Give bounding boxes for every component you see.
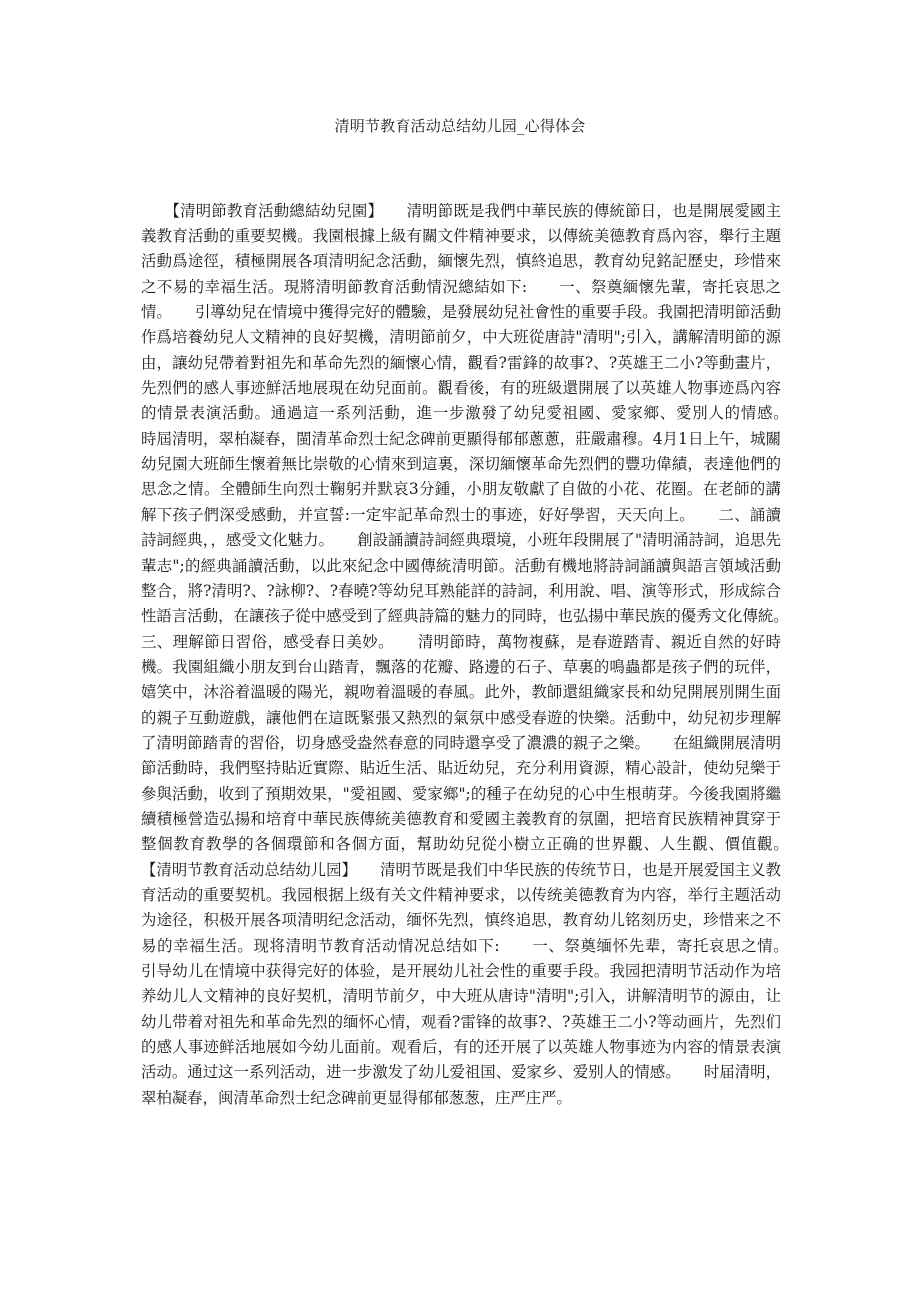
document-body — [141, 148, 812, 1162]
document-title: 清明节教育活动总结幼儿园_心得体会 — [334, 117, 586, 135]
body-paragraph: 【清明節教育活動總結幼兒園】 清明節既是我們中華民族的傳統節日，也是開展愛國主義教育活動的重要契機。我園根據上級有關文件精神要求，以傳統美德教育爲內容，舉行主題活動爲途徑，積極開展各項清明紀念活動，緬懷先烈，慎終追思，教育幼兒銘記歷史，珍惜來之不易的幸福生活。現將清明節教育活動情況總結如下: 一、祭奠緬懷先輩，寄托哀思之情。 引導幼兒在情境中獲得完好的體驗，是發展幼兒社會性的重要手段。我園把清明節活動作爲培養幼兒人文精神的良好契機，清明節前夕，中大班從唐詩"清明";引入，講解清明節的源由，讓幼兒帶着對祖先和革命先烈的緬懷心情，觀看?雷鋒的故事?、?英雄王二小?等動畫片，先烈們的感人事迹鮮活地展現在幼兒面前。觀看後，有的班級還開展了以英雄人物事迹爲內容的情景表演活動。通過這一系列活動，進一步激發了幼兒愛祖國、愛家鄉、愛別人的情感。 時屆清明，翠柏凝春，閩清革命烈士紀念碑前更顯得郁郁蔥蔥，莊嚴肅穆。4月1日上午，城關幼兒園大班師生懷着無比崇敬的心情來到這裏，深切緬懷革命先烈們的豐功偉績，表達他們的思念之情。全體師生向烈士鞠躬并默哀3分鍾，小朋友敬獻了自做的小花、花圈。在老師的講解下孩子們深受感動，并宣誓:一定牢記革命烈士的事迹，好好學習，天天向上。 二、誦讀詩詞經典，，感受文化魅力。 創設誦讀詩詞經典環境，小班年段開展了"清明涌詩詞，追思先輩志";的經典誦讀活動，以此來紀念中國傳統清明節。活動有機地將詩詞誦讀與語言領域活動整合，將?清明?、?詠柳?、?春曉?等幼兒耳熟能詳的詩詞，利用說、唱、演等形式，形成綜合性語言活動，在讓孩子從中感受到了經典詩篇的魅力的同時，也弘揚中華民族的優秀文化傳統。 三、理解節日習俗，感受春日美妙。 清明節時，萬物複蘇，是春遊踏青、親近自然的好時機。我園組織小朋友到台山踏青，飄落的花瓣、路邊的石子、草裏的鳴蟲都是孩子們的玩伴，嬉笑中，沐浴着溫暖的陽光，親吻着溫暖的春風。此外，教師還組織家長和幼兒開展別開生面的親子互動遊戲，讓他們在這既緊張又熱烈的氣氛中感受春遊的快樂。活動中，幼兒初步理解了清明節踏青的習俗，切身感受盎然春意的同時還享受了濃濃的親子之樂。 在組織開展清明節活動時，我們堅持貼近實際、貼近生活、貼近幼兒，充分利用資源，精心設計，使幼兒樂于參與活動，收到了預期效果，"愛祖國、愛家鄉";的種子在幼兒的心中生根萌芽。今後我園將繼續積極營造弘揚和培育中華民族傳統美德教育和愛國主義教育的氛圍，把培育民族精神貫穿于整個教育教學的各個環節和各個方面，幫助幼兒從小樹立正确的世界觀、人生觀、價值觀。 【清明节教育活动总结幼儿园】 清明节既是我们中华民族的传统节日，也是开展爱国主义教育活动的重要契机。我园根据上级有关文件精神要求，以传统美德教育为内容，举行主题活动为途径，积极开展各项清明纪念活动，缅怀先烈，慎终追思，教育幼儿铭刻历史，珍惜来之不易的幸福生活。现将清明节教育活动情况总结如下: 一、祭奠缅怀先辈，寄托哀思之情。 引导幼儿在情境中获得完好的体验，是开展幼儿社会性的重要手段。我园把清明节活动作为培养幼儿人文精神的良好契机，清明节前夕，中大班从唐诗"清明";引入，讲解清明节的源由，让幼儿带着对祖先和革命先烈的缅怀心情，观看?雷锋的故事?、?英雄王二小?等动画片，先烈们的感人事迹鲜活地展如今幼儿面前。观看后，有的还开展了以英雄人物事迹为内容的情景表演活动。通过这一系列活动，进一步激发了幼儿爱祖国、爱家乡、爱别人的情感。 时届清明，翠柏凝春，闽清革命烈士纪念碑前更显得郁郁葱葱，庄严庄严。 — [141, 201, 812, 1107]
